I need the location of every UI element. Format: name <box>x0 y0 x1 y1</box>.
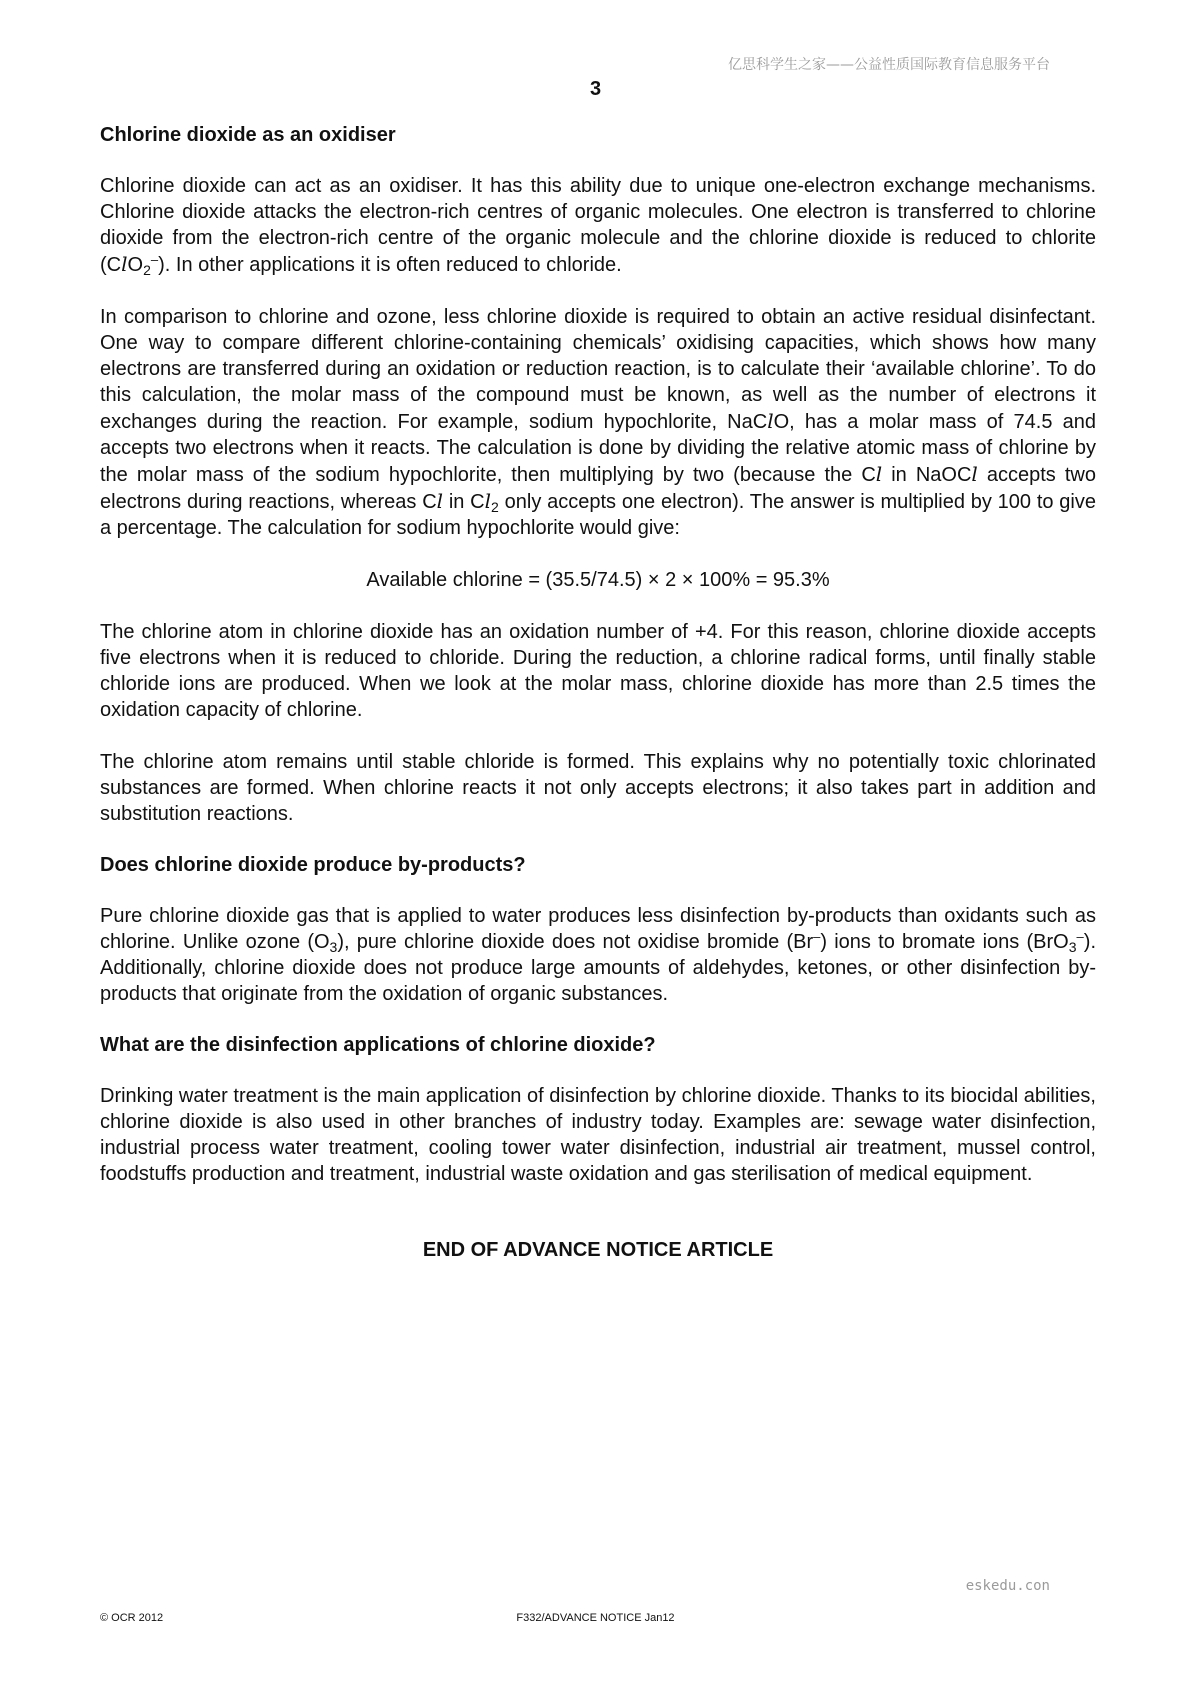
italic-l-symbol: l <box>121 252 128 276</box>
paragraph-byproducts <box>100 903 1096 1007</box>
superscript: – <box>150 252 159 267</box>
paragraph-oxidiser-intro <box>100 173 1096 278</box>
text-run: O, has a molar mass of 74.5 and accepts two electrons when it reacts. The calculation is done by dividing the relative atomic mass of chlorine by the molar mass of the sodium hypochlorite, then multiplying by two (because the C <box>100 411 1096 486</box>
text-run: in C <box>443 491 485 513</box>
text-run: ). Additionally, chlorine dioxide does not produce large amounts of aldehydes, ketones, or other disinfection by-products that originate from the oxidation of organic substances. <box>100 931 1096 1005</box>
paragraph-chloride-formed: The chlorine atom remains until stable chloride is formed. This explains why no potentially toxic chlorinated substances are formed. When chlorine reacts it not only accepts electrons; it also takes part in addition and substitution reactions. <box>100 751 1096 825</box>
text-run: accepts two electrons during reactions, whereas C <box>100 464 1096 513</box>
text-run: ). In other applications it is often reduced to chloride. <box>158 254 622 276</box>
italic-l-symbol: l <box>875 462 883 486</box>
article-body <box>100 123 1096 1262</box>
text-run: ), pure chlorine dioxide does not oxidise bromide (Br <box>337 931 814 953</box>
text-run: only accepts one electron). The answer is multiplied by 100 to give a percentage. The calculation for sodium hypochlorite would give: <box>100 491 1096 539</box>
text-run: in NaOC <box>882 464 972 486</box>
end-of-article: END OF ADVANCE NOTICE ARTICLE <box>422 1239 774 1261</box>
italic-l-symbol: l <box>971 462 978 486</box>
superscript: – <box>1076 929 1084 944</box>
equation-available-chlorine: Available chlorine = (35.5/74.5) × 2 × 100% = 95.3% <box>366 569 830 591</box>
italic-l-symbol: l <box>484 489 492 513</box>
text-run: Pure chlorine dioxide gas that is applied to water produces less disinfection by-products than oxidants such as chlorine. Unlike ozone (O <box>100 905 1096 953</box>
section-heading-applications: What are the disinfection applications of chlorine dioxide? <box>100 1034 656 1056</box>
italic-l-symbol: l <box>767 409 774 433</box>
italic-l-symbol: l <box>436 489 444 513</box>
watermark-text: 亿思科学生之家——公益性质国际教育信息服务平台 <box>728 57 1050 73</box>
page-number: 3 <box>589 78 602 100</box>
superscript: – <box>813 929 821 944</box>
subscript: 2 <box>491 499 499 515</box>
text-run: ) ions to bromate ions (BrO <box>820 931 1069 953</box>
subscript: 2 <box>143 262 151 278</box>
paragraph-applications: Drinking water treatment is the main application of disinfection by chlorine dioxide. Thanks to its biocidal abilities, chlorine dioxide is also used in other branches of industry today. Examples are: sewage water disinfection, industrial process water treatment, cooling tower water disinfection, industrial air treatment, mussel control, foodstuffs production and treatment, industrial waste oxidation and gas sterilisation of medical equipment. <box>100 1085 1096 1185</box>
section-heading-oxidiser: Chlorine dioxide as an oxidiser <box>100 124 396 146</box>
text-run: In comparison to chlorine and ozone, less chlorine dioxide is required to obtain an active residual disinfectant. One way to compare different chlorine-containing chemicals’ oxidising capacities, which shows how many electrons are transferred during an oxidation or reduction reaction, is to calculate their ‘available chlorine’. To do this calculation, the molar mass of the compound must be known, as well as the number of electrons it exchanges during the reaction. For example, sodium hypochlorite, NaC <box>100 306 1096 433</box>
footer-site-watermark: eskedu.con <box>965 1578 1050 1594</box>
paragraph-oxidation-number: The chlorine atom in chlorine dioxide has an oxidation number of +4. For this reason, chlorine dioxide accepts five electrons when it is reduced to chloride. During the reduction, a chlorine radical forms, until finally stable chloride ions are produced. When we look at the molar mass, chlorine dioxide has more than 2.5 times the oxidation capacity of chlorine. <box>100 621 1096 721</box>
section-heading-byproducts: Does chlorine dioxide produce by-products? <box>100 854 526 876</box>
footer-copyright: © OCR 2012 <box>100 1612 164 1624</box>
footer-paper-code: F332/ADVANCE NOTICE Jan12 <box>516 1612 675 1624</box>
subscript: 3 <box>1068 939 1077 955</box>
paragraph-available-chlorine <box>100 304 1096 541</box>
text-run: Chlorine dioxide can act as an oxidiser. It has this ability due to unique one-electron exchange mechanisms. Chlorine dioxide attacks the electron-rich centres of organic molecules. One electron is transferred to chlorine dioxide from the electron-rich centre of the organic molecule and the chlorine dioxide is reduced to chlorite (C <box>100 175 1096 276</box>
subscript: 3 <box>329 939 338 955</box>
text-run: O <box>127 254 144 276</box>
